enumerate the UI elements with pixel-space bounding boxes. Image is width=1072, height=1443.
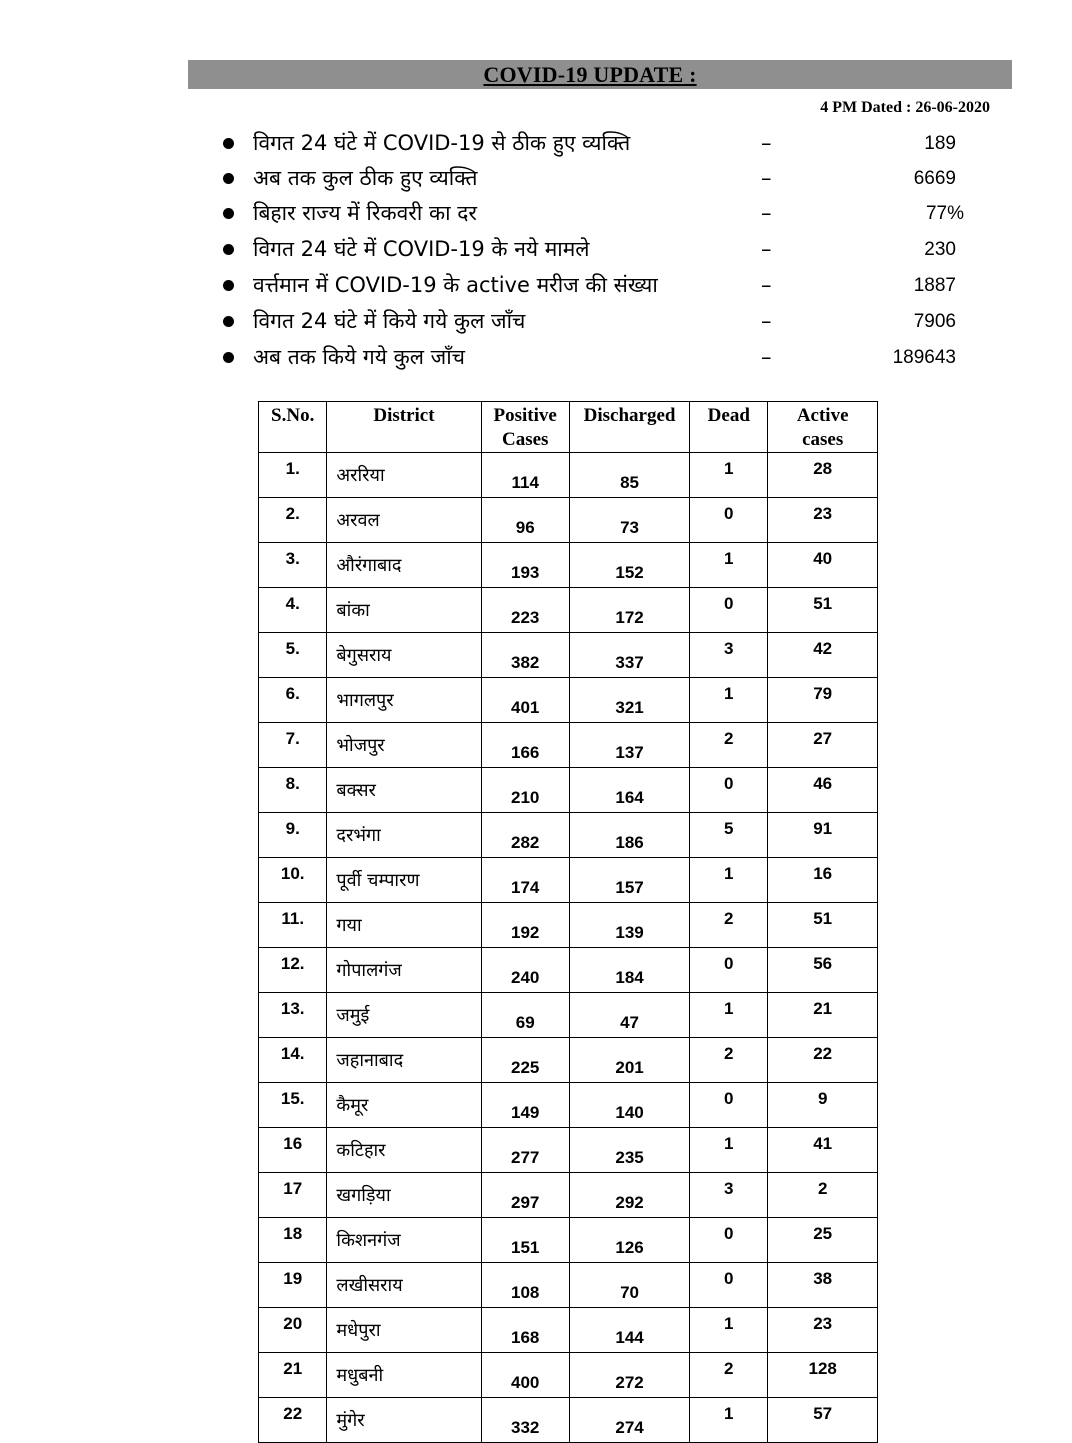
cell-dead: 1 [690,1398,768,1443]
cell-positive: 193 [481,543,569,588]
table-row [259,453,878,498]
cell-district: जमुई [327,993,481,1038]
cell-dead: 1 [690,453,768,498]
cell-dead: 2 [690,1353,768,1398]
cell-district: मुंगेर [327,1398,481,1443]
table-row [259,1038,878,1083]
cell-positive: 225 [481,1038,569,1083]
cell-active: 42 [768,633,878,678]
cell-sno: 20 [259,1308,327,1353]
summary-item [0,268,1072,302]
cell-positive: 277 [481,1128,569,1173]
cell-district: कैमूर [327,1083,481,1128]
cell-sno: 22 [259,1398,327,1443]
cell-discharged: 144 [569,1308,689,1353]
cell-active: 40 [768,543,878,588]
cell-district: भागलपुर [327,678,481,723]
table-row [259,903,878,948]
cell-dead: 3 [690,633,768,678]
cell-dead: 0 [690,948,768,993]
cell-discharged: 184 [569,948,689,993]
table-row [259,633,878,678]
cell-dead: 1 [690,993,768,1038]
cell-sno: 16 [259,1128,327,1173]
cell-district: मधुबनी [327,1353,481,1398]
summary-dash: – [761,166,772,190]
summary-label: विगत 24 घंटे में COVID-19 के नये मामले [253,237,590,261]
cell-positive: 210 [481,768,569,813]
cell-sno: 14. [259,1038,327,1083]
cell-positive: 192 [481,903,569,948]
cell-discharged: 137 [569,723,689,768]
cell-positive: 114 [481,453,569,498]
cell-district: बक्सर [327,768,481,813]
cell-district: मधेपुरा [327,1308,481,1353]
cell-sno: 18 [259,1218,327,1263]
cell-discharged: 186 [569,813,689,858]
cell-district: गया [327,903,481,948]
cell-active: 28 [768,453,878,498]
bullet-icon [223,173,234,184]
header-sno: S.No. [259,402,327,453]
header-active-text: Active cases [796,405,849,450]
title-bar [188,60,1012,89]
header-discharged: Discharged [569,402,689,453]
cell-active: 57 [768,1398,878,1443]
cell-discharged: 85 [569,453,689,498]
cell-discharged: 321 [569,678,689,723]
cell-sno: 6. [259,678,327,723]
summary-item [0,161,1072,195]
cell-active: 79 [768,678,878,723]
table-row [259,498,878,543]
cell-sno: 10. [259,858,327,903]
cell-district: भोजपुर [327,723,481,768]
cell-discharged: 292 [569,1173,689,1218]
cell-district: अरवल [327,498,481,543]
cell-discharged: 126 [569,1218,689,1263]
cell-discharged: 140 [569,1083,689,1128]
cell-district: पूर्वी चम्पारण [327,858,481,903]
cell-positive: 400 [481,1353,569,1398]
summary-value: 6669 [913,168,956,189]
cell-active: 22 [768,1038,878,1083]
summary-value: 77% [925,203,964,224]
summary-dash: – [761,237,772,261]
cell-active: 56 [768,948,878,993]
cell-positive: 168 [481,1308,569,1353]
cell-positive: 332 [481,1398,569,1443]
table-row [259,813,878,858]
cell-sno: 21 [259,1353,327,1398]
table-row [259,1173,878,1218]
cell-dead: 0 [690,588,768,633]
summary-label: वर्त्तमान में COVID-19 के active मरीज की संख्या [253,273,658,297]
cell-discharged: 73 [569,498,689,543]
cell-dead: 0 [690,1218,768,1263]
cell-district: दरभंगा [327,813,481,858]
table-header-row [259,402,878,453]
bullet-icon [223,208,234,219]
cell-sno: 9. [259,813,327,858]
table-row [259,543,878,588]
header-active [768,402,878,453]
cell-dead: 0 [690,768,768,813]
table-row [259,678,878,723]
cell-discharged: 235 [569,1128,689,1173]
table-row [259,1218,878,1263]
cell-dead: 1 [690,1128,768,1173]
table-row [259,1083,878,1128]
cell-positive: 69 [481,993,569,1038]
cell-discharged: 201 [569,1038,689,1083]
cell-district: कटिहार [327,1128,481,1173]
cell-district: खगड़िया [327,1173,481,1218]
summary-item [0,304,1072,338]
cell-discharged: 152 [569,543,689,588]
table-row [259,1263,878,1308]
table-row [259,858,878,903]
cell-dead: 1 [690,678,768,723]
cell-active: 2 [768,1173,878,1218]
bullet-icon [223,138,234,149]
cell-discharged: 272 [569,1353,689,1398]
cell-active: 23 [768,498,878,543]
table-row [259,1398,878,1443]
cell-discharged: 47 [569,993,689,1038]
cell-discharged: 157 [569,858,689,903]
cell-dead: 2 [690,723,768,768]
cell-active: 51 [768,903,878,948]
table-row [259,948,878,993]
summary-label: अब तक किये गये कुल जाँच [253,345,465,369]
bullet-icon [223,280,234,291]
cell-active: 41 [768,1128,878,1173]
district-table [258,401,878,1443]
page-title: COVID-19 UPDATE : [483,61,697,87]
cell-sno: 11. [259,903,327,948]
cell-dead: 2 [690,1038,768,1083]
cell-dead: 0 [690,1263,768,1308]
cell-active: 27 [768,723,878,768]
cell-sno: 12. [259,948,327,993]
cell-positive: 96 [481,498,569,543]
cell-district: गोपालगंज [327,948,481,993]
cell-sno: 2. [259,498,327,543]
bullet-icon [223,352,234,363]
cell-sno: 13. [259,993,327,1038]
cell-active: 128 [768,1353,878,1398]
cell-district: औरंगाबाद [327,543,481,588]
cell-discharged: 164 [569,768,689,813]
cell-dead: 0 [690,1083,768,1128]
cell-discharged: 172 [569,588,689,633]
cell-dead: 2 [690,903,768,948]
cell-positive: 108 [481,1263,569,1308]
cell-active: 16 [768,858,878,903]
header-dead: Dead [690,402,768,453]
table-row [259,1128,878,1173]
cell-active: 21 [768,993,878,1038]
cell-positive: 166 [481,723,569,768]
cell-active: 25 [768,1218,878,1263]
cell-district: बांका [327,588,481,633]
table-row [259,768,878,813]
table-body [259,453,878,1443]
cell-district: बेगुसराय [327,633,481,678]
cell-sno: 5. [259,633,327,678]
cell-active: 38 [768,1263,878,1308]
table-row [259,1353,878,1398]
cell-dead: 0 [690,498,768,543]
cell-positive: 240 [481,948,569,993]
cell-active: 91 [768,813,878,858]
table-row [259,1308,878,1353]
summary-item [0,340,1072,374]
summary-item [0,232,1072,266]
cell-positive: 149 [481,1083,569,1128]
cell-dead: 5 [690,813,768,858]
cell-positive: 174 [481,858,569,903]
cell-sno: 3. [259,543,327,588]
header-district: District [327,402,481,453]
summary-item [0,196,1072,230]
cell-dead: 1 [690,1308,768,1353]
summary-dash: – [761,273,772,297]
cell-active: 51 [768,588,878,633]
cell-sno: 8. [259,768,327,813]
cell-district: किशनगंज [327,1218,481,1263]
table-row [259,993,878,1038]
cell-sno: 1. [259,453,327,498]
cell-active: 9 [768,1083,878,1128]
cell-district: अररिया [327,453,481,498]
summary-dash: – [761,201,772,225]
bullet-icon [223,316,234,327]
summary-dash: – [761,345,772,369]
summary-value: 7906 [913,311,956,332]
cell-sno: 19 [259,1263,327,1308]
cell-positive: 282 [481,813,569,858]
summary-value: 230 [924,239,956,260]
cell-dead: 1 [690,543,768,588]
cell-positive: 297 [481,1173,569,1218]
summary-value: 1887 [913,275,956,296]
summary-value: 189643 [892,347,956,368]
header-positive-text: Positive Cases [493,405,557,450]
cell-sno: 4. [259,588,327,633]
summary-label: अब तक कुल ठीक हुए व्यक्ति [253,166,478,190]
cell-dead: 1 [690,858,768,903]
cell-positive: 151 [481,1218,569,1263]
header-positive [481,402,569,453]
summary-item [0,126,1072,160]
cell-sno: 17 [259,1173,327,1218]
cell-discharged: 70 [569,1263,689,1308]
cell-sno: 15. [259,1083,327,1128]
cell-positive: 382 [481,633,569,678]
report-date: 4 PM Dated : 26-06-2020 [820,99,990,116]
cell-discharged: 139 [569,903,689,948]
cell-sno: 7. [259,723,327,768]
cell-discharged: 337 [569,633,689,678]
table-row [259,723,878,768]
summary-label: बिहार राज्य में रिकवरी का दर [253,201,477,225]
cell-positive: 401 [481,678,569,723]
summary-label: विगत 24 घंटे में COVID-19 से ठीक हुए व्यक्ति [253,131,631,155]
table-row [259,588,878,633]
cell-district: जहानाबाद [327,1038,481,1083]
summary-dash: – [761,131,772,155]
cell-dead: 3 [690,1173,768,1218]
cell-active: 23 [768,1308,878,1353]
cell-active: 46 [768,768,878,813]
cell-positive: 223 [481,588,569,633]
cell-discharged: 274 [569,1398,689,1443]
summary-value: 189 [924,133,956,154]
summary-label: विगत 24 घंटे में किये गये कुल जाँच [253,309,526,333]
summary-dash: – [761,309,772,333]
cell-district: लखीसराय [327,1263,481,1308]
bullet-icon [223,244,234,255]
